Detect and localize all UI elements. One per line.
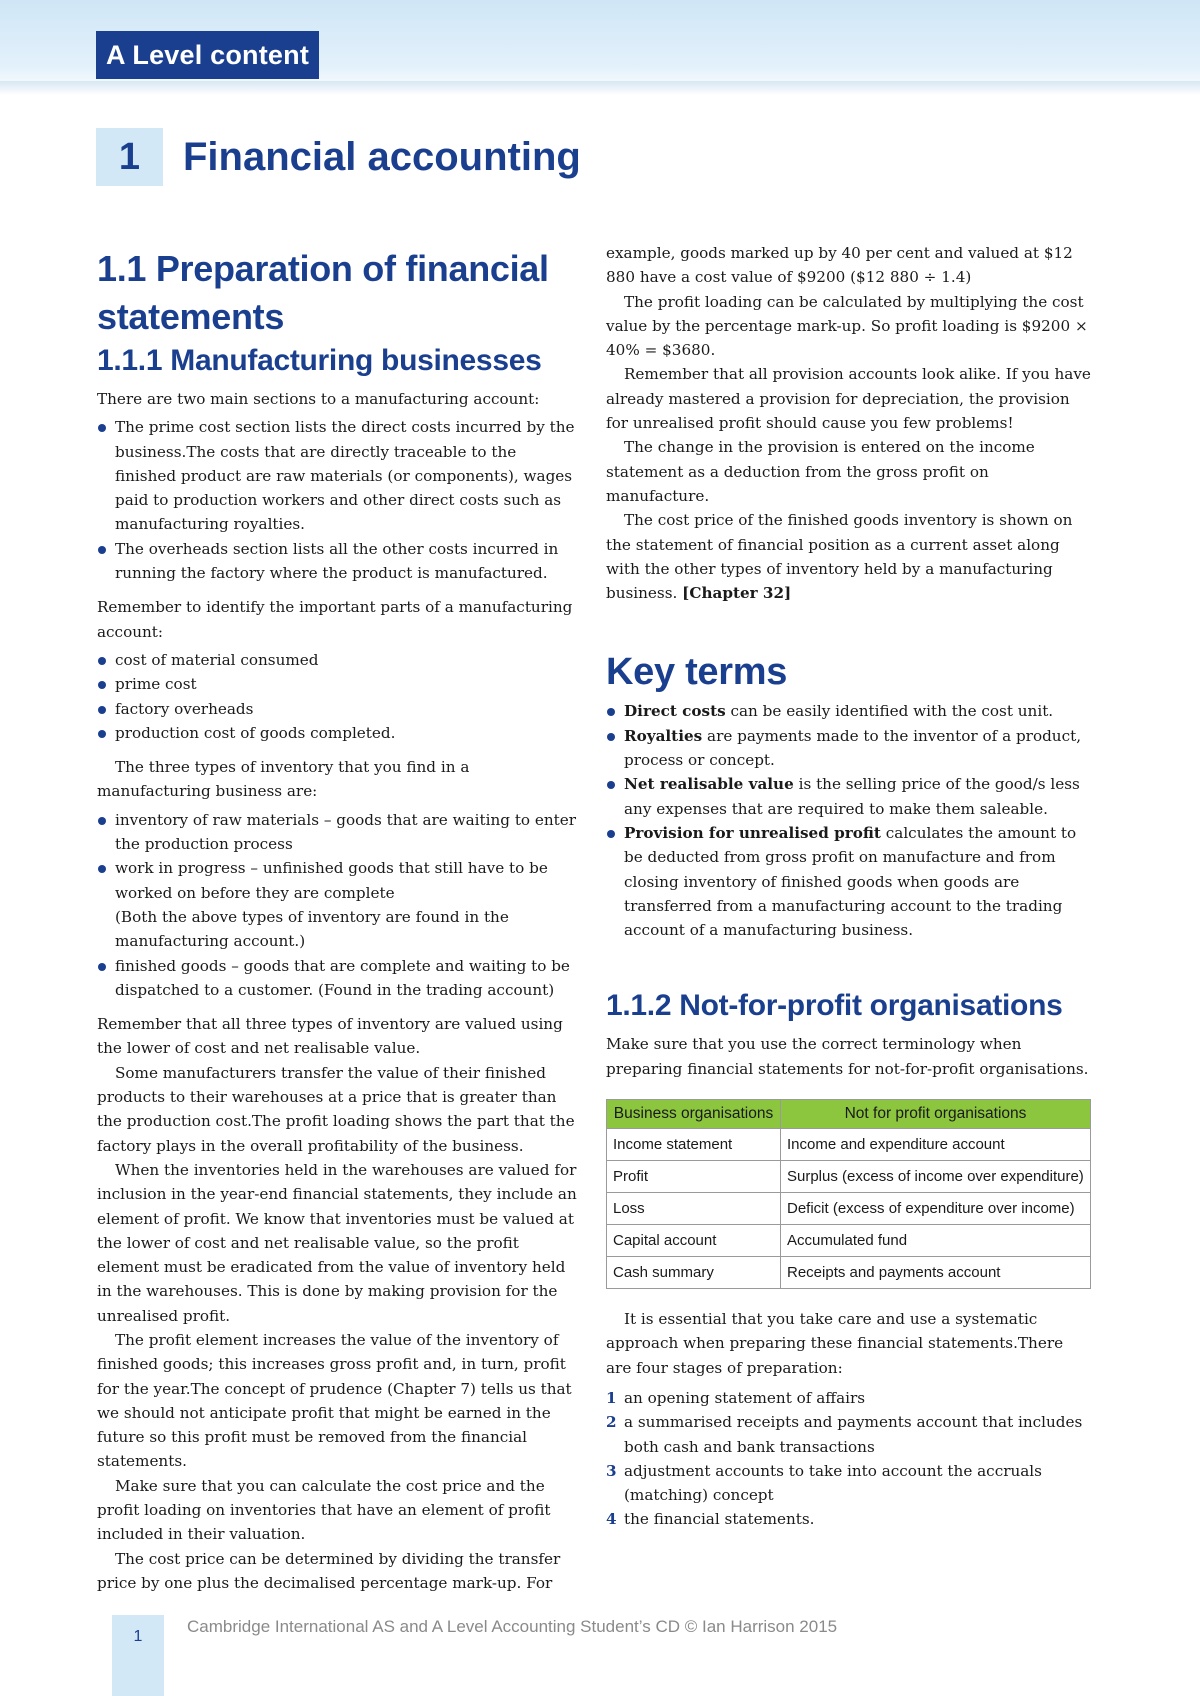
section-banner: A Level content <box>96 31 319 79</box>
bullet-list-parts <box>97 648 582 745</box>
bullet-list-inventory-types <box>97 808 582 1002</box>
table-cell: Deficit (excess of expenditure over income) <box>781 1193 1091 1225</box>
key-term-item <box>606 772 1091 821</box>
key-term-item <box>606 821 1091 942</box>
table-cell: Accumulated fund <box>781 1225 1091 1257</box>
paragraph: example, goods marked up by 40 per cent and valued at $12 880 have a cost value of $9200 ($12 880 ÷ 1.4) <box>606 244 1073 287</box>
list-item <box>606 1507 1091 1531</box>
table-cell: Loss <box>607 1193 781 1225</box>
paragraph: Remember to identify the important parts of a manufacturing account: <box>97 598 573 641</box>
paragraph: It is essential that you take care and use a systematic approach when preparing these financial statements.There are four stages of preparation: <box>606 1310 1064 1377</box>
key-term-definition: can be easily identified with the cost unit. <box>725 702 1054 721</box>
paragraph: The profit element increases the value of the inventory of finished goods; this increases gross profit and, in turn, profit for the year.The concept of prudence (Chapter 7) tells us that we should not anticipate profit that might be earned in the future so this profit must be removed from the financial statements. <box>97 1330 572 1471</box>
table-cell: Cash summary <box>607 1257 781 1289</box>
paragraph: Remember that all provision accounts look alike. If you have already mastered a provision for depreciation, the provision for unrealised profit should cause you few problems! <box>606 365 1091 433</box>
table-header-row <box>607 1100 1091 1129</box>
key-term-definition: are payments made to the inventor of a product, process or concept. <box>624 726 1082 770</box>
key-term-definition: calculates the amount to be deducted from gross profit on manufacture and from closing inventory of finished goods when goods are transferred from a manufacturing account to the trading account of a manufacturing business. <box>624 823 1077 940</box>
list-item: The overheads section lists all the other costs incurred in running the factory where the product is manufactured. <box>97 537 582 586</box>
list-item: prime cost <box>97 672 582 696</box>
table-cell: Income statement <box>607 1129 781 1161</box>
list-item: production cost of goods completed. <box>97 721 582 745</box>
table-cell: Surplus (excess of income over expenditure) <box>781 1161 1091 1193</box>
key-terms-heading: Key terms <box>606 651 788 694</box>
table-cell: Capital account <box>607 1225 781 1257</box>
subsection-heading-not-for-profit: 1.1.2 Not-for-profit organisations <box>606 989 1063 1023</box>
paragraph <box>606 508 1091 605</box>
key-term: Provision for unrealised profit <box>624 823 881 842</box>
chapter-number: 1 <box>118 136 141 178</box>
bullet-list-sections <box>97 415 582 585</box>
table-row <box>607 1161 1091 1193</box>
list-text: adjustment accounts to take into account the accruals (matching) concept <box>624 1461 1042 1505</box>
chapter-title: Financial accounting <box>183 135 581 179</box>
table-row <box>607 1257 1091 1289</box>
paragraph: The three types of inventory that you find in a manufacturing business are: <box>97 758 470 801</box>
list-number: 2 <box>606 1413 617 1432</box>
list-item <box>606 1410 1091 1459</box>
paragraph: When the inventories held in the warehouses are valued for inclusion in the year-end financial statements, they include an element of profit. We know that inventories must be valued at the lower of cost and net realisable value, so the profit element must be eradicated from the value of inventory held in the warehouses. This is done by making provision for the unrealised profit. <box>97 1160 577 1325</box>
list-item: The prime cost section lists the direct costs incurred by the business.The costs that are directly traceable to the finished product are raw materials (or components), wages paid to production workers and other direct costs such as manufacturing royalties. <box>97 415 582 536</box>
page-number: 1 <box>133 1628 143 1645</box>
paragraph: Make sure that you can calculate the cost price and the profit loading on inventories that have an element of profit included in their valuation. <box>97 1476 551 1544</box>
list-number: 1 <box>606 1388 617 1407</box>
table-cell: Receipts and payments account <box>781 1257 1091 1289</box>
list-item <box>606 1459 1091 1508</box>
terminology-table <box>606 1099 1091 1289</box>
numbered-list-stages <box>606 1386 1091 1532</box>
key-term-item <box>606 724 1091 773</box>
key-term: Net realisable value <box>624 775 794 794</box>
chapter-reference: [Chapter 32] <box>682 584 792 603</box>
paragraph: The profit loading can be calculated by multiplying the cost value by the percentage mark-up. So profit loading is $9200 × 40% = $3680. <box>606 292 1088 360</box>
right-column <box>606 241 1091 1532</box>
paragraph: Make sure that you use the correct terminology when preparing financial statements for not-for-profit organisations. <box>606 1035 1089 1078</box>
list-item: factory overheads <box>97 697 582 721</box>
list-text: an opening statement of affairs <box>624 1388 866 1407</box>
list-item: cost of material consumed <box>97 648 582 672</box>
table-cell: Income and expenditure account <box>781 1129 1091 1161</box>
list-text: the financial statements. <box>624 1510 815 1529</box>
paragraph: The change in the provision is entered on the income statement as a deduction from the gross profit on manufacture. <box>606 438 1035 505</box>
paragraph: Remember that all three types of inventory are valued using the lower of cost and net realisable value. <box>97 1015 563 1058</box>
list-text: a summarised receipts and payments account that includes both cash and bank transactions <box>624 1413 1083 1456</box>
table-row <box>607 1193 1091 1225</box>
list-number: 4 <box>606 1510 617 1529</box>
key-terms-list <box>606 699 1091 942</box>
table-row <box>607 1225 1091 1257</box>
paragraph: The cost price can be determined by dividing the transfer price by one plus the decimalised percentage mark-up. For <box>97 1549 561 1592</box>
section-heading: 1.1 Preparation of financial statements <box>97 248 549 337</box>
key-term: Royalties <box>624 726 703 745</box>
list-item <box>606 1386 1091 1410</box>
subsection-heading-manufacturing: 1.1.1 Manufacturing businesses <box>97 344 542 377</box>
table-row <box>607 1129 1091 1161</box>
list-item: finished goods – goods that are complete and waiting to be dispatched to a customer. (Found in the trading account) <box>97 954 582 1003</box>
key-term-definition: is the selling price of the good/s less any expenses that are required to make them saleable. <box>624 775 1080 818</box>
key-term: Direct costs <box>624 702 726 721</box>
list-number: 3 <box>606 1461 617 1480</box>
paragraph: Some manufacturers transfer the value of their finished products to their warehouses at a price that is greater than the production cost.The profit loading shows the part that the factory plays in the overall profitability of the business. <box>97 1063 575 1155</box>
paragraph: There are two main sections to a manufacturing account: <box>97 390 540 408</box>
paragraph-text: The cost price of the finished goods inventory is shown on the statement of financial position as a current asset along with the other types of inventory held by a manufacturing business. <box>606 511 1073 603</box>
table-header-cell: Not for profit organisations <box>781 1100 1091 1129</box>
table-header-cell: Business organisations <box>607 1100 781 1129</box>
list-note: (Both the above types of inventory are found in the manufacturing account.) <box>115 907 509 951</box>
table-cell: Profit <box>607 1161 781 1193</box>
list-item: inventory of raw materials – goods that are waiting to enter the production process <box>97 808 582 857</box>
key-term-item <box>606 699 1091 723</box>
left-column <box>97 245 582 1595</box>
footer-copyright: Cambridge International AS and A Level Accounting Student’s CD © Ian Harrison 2015 <box>187 1617 838 1636</box>
list-item: work in progress – unfinished goods that still have to be worked on before they are complete <box>97 856 582 905</box>
